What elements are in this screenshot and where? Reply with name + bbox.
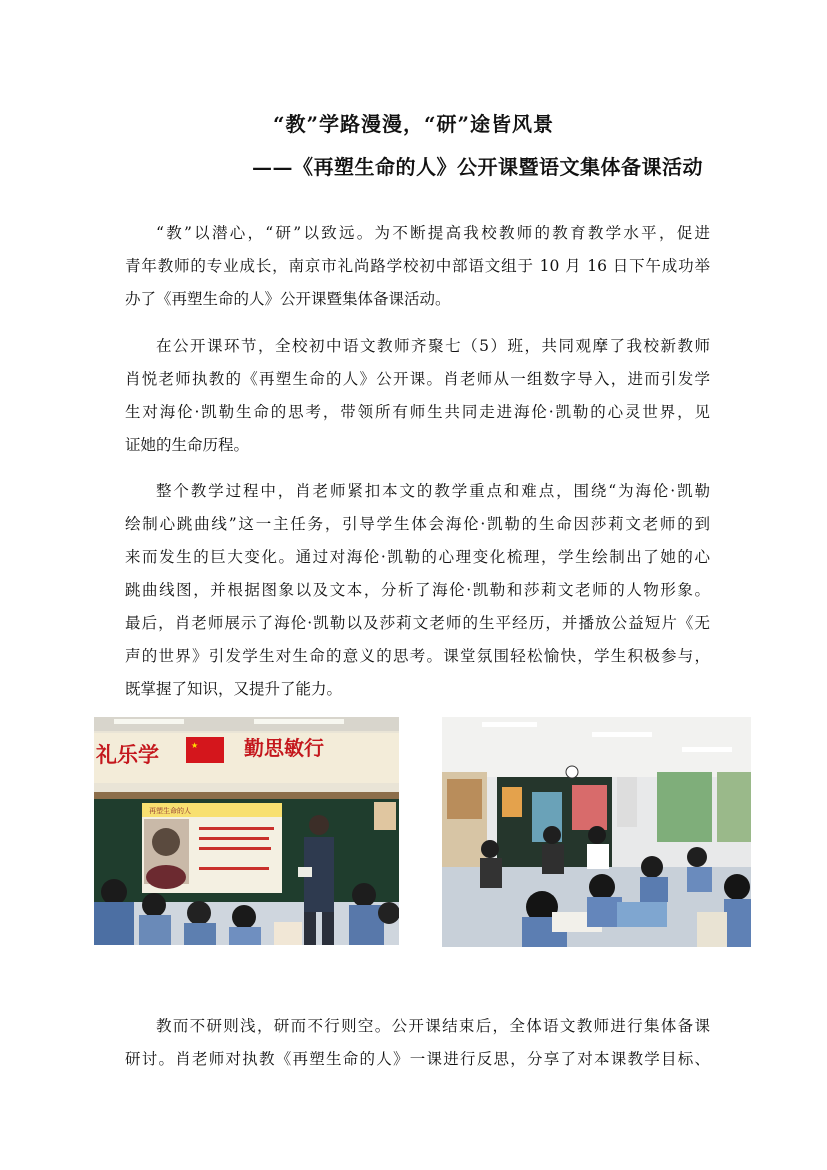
paragraph-2	[125, 330, 710, 462]
slide-heading: 再塑生命的人	[149, 807, 191, 815]
paragraph-line: 生对海伦·凯勒生命的思考，带领所有师生共同走进海伦·凯勒的心灵世界，见	[125, 403, 710, 421]
paragraph-line: 既掌握了知识，又提升了能力。	[125, 680, 343, 698]
wall-slogan-left: 礼乐学	[96, 743, 159, 767]
paragraph-line: 教而不研则浅，研而不行则空。公开课结束后，全体语文教师进行集体备课	[156, 1017, 710, 1035]
classroom-back-photo	[442, 717, 751, 947]
paragraph-line: 跳曲线图，并根据图象以及文本，分析了海伦·凯勒和莎莉文老师的人物形象。	[125, 581, 710, 599]
paragraph-line: 研讨。肖老师对执教《再塑生命的人》一课进行反思，分享了对本课教学目标、	[125, 1050, 710, 1068]
paragraph-line: “教”以潜心，“研”以致远。为不断提高我校教师的教育教学水平，促进	[156, 224, 710, 242]
paragraph-line: 来而发生的巨大变化。通过对海伦·凯勒的心理变化梳理，学生绘制出了她的心	[125, 548, 710, 566]
paragraph-line: 整个教学过程中，肖老师紧扣本文的教学重点和难点，围绕“为海伦·凯勒	[156, 482, 710, 500]
paragraph-line: 办了《再塑生命的人》公开课暨集体备课活动。	[125, 290, 451, 308]
paragraph-1	[125, 217, 710, 316]
svg-text:★: ★	[191, 741, 199, 750]
paragraph-line: 在公开课环节，全校初中语文教师齐聚七（5）班，共同观摩了我校新教师	[156, 337, 710, 355]
paragraph-4	[125, 1010, 710, 1076]
article-subtitle: ——《再塑生命的人》公开课暨语文集体备课活动	[252, 155, 703, 179]
paragraph-line: 肖悦老师执教的《再塑生命的人》公开课。肖老师从一组数字导入，进而引发学	[125, 370, 710, 388]
paragraph-line: 最后，肖老师展示了海伦·凯勒以及莎莉文老师的生平经历，并播放公益短片《无	[125, 614, 710, 632]
paragraph-line: 证她的生命历程。	[125, 436, 250, 454]
paragraph-line: 声的世界》引发学生对生命的意义的思考。课堂氛围轻松愉快，学生积极参与，	[125, 647, 710, 665]
paragraph-line: 绘制心跳曲线”这一主任务，引导学生体会海伦·凯勒的生命因莎莉文老师的到	[125, 515, 710, 533]
classroom-front-photo	[94, 717, 399, 945]
paragraph-3	[125, 475, 710, 706]
article-title: “教”学路漫漫，“研”途皆风景	[272, 112, 554, 136]
paragraph-line: 青年教师的专业成长，南京市礼尚路学校初中部语文组于 10 月 16 日下午成功举	[125, 257, 710, 275]
wall-slogan-right: 勤思敏行	[244, 736, 324, 760]
